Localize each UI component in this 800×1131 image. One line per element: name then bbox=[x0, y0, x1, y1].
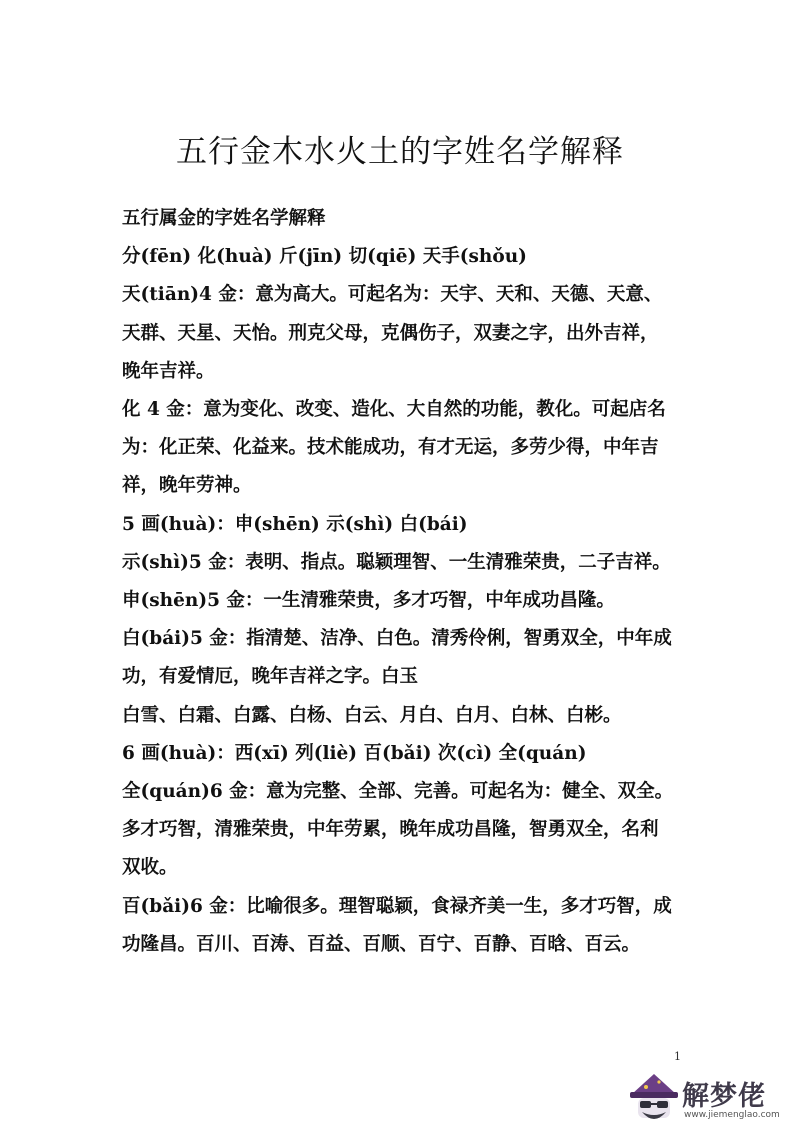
text-line: 为：化正荣、化益来。技术能成功，有才无运，多劳少得，中年吉 bbox=[122, 437, 659, 459]
text-line: 晚年吉祥。 bbox=[122, 360, 215, 382]
text-line: 功隆昌。百川、百涛、百益、百顺、百宁、百静、百晗、百云。 bbox=[122, 933, 641, 955]
text-line: 5 画(huà)：申(shēn) 示(shì) 白(bái) bbox=[122, 513, 468, 535]
document-body bbox=[122, 200, 682, 964]
watermark-brand-text: 解梦佬 bbox=[682, 1081, 766, 1112]
text-line: 分(fēn) 化(huà) 斤(jīn) 切(qiē) 天手(shǒu) bbox=[122, 246, 527, 268]
section-heading: 五行属金的字姓名学解释 bbox=[122, 208, 326, 229]
text-line: 百(bǎi)6 金：比喻很多。理智聪颖，食禄齐美一生，多才巧智，成 bbox=[122, 895, 672, 917]
watermark-logo bbox=[628, 1070, 798, 1128]
text-line: 白(bái)5 金：指清楚、洁净、白色。清秀伶俐，智勇双全，中年成 bbox=[122, 628, 672, 650]
text-line: 祥，晚年劳神。 bbox=[122, 475, 252, 497]
text-line: 天群、天星、天怡。刑克父母，克偶伤子，双妻之字，出外吉祥， bbox=[122, 322, 659, 344]
wizard-hat-mascot-icon bbox=[628, 1070, 680, 1126]
page-number: 1 bbox=[674, 1050, 681, 1063]
text-line: 全(quán)6 金：意为完整、全部、完善。可起名为：健全、双全。 bbox=[122, 781, 674, 803]
text-line: 6 画(huà)：西(xī) 列(liè) 百(bǎi) 次(cì) 全(quán) bbox=[122, 742, 587, 764]
text-line: 双收。 bbox=[122, 857, 178, 879]
page-title: 五行金木水火土的字姓名学解释 bbox=[176, 134, 624, 170]
text-line: 示(shì)5 金：表明、指点。聪颖理智、一生清雅荣贵，二子吉祥。 bbox=[122, 551, 671, 573]
text-line: 申(shēn)5 金：一生清雅荣贵，多才巧智，中年成功昌隆。 bbox=[122, 590, 615, 612]
text-line: 白雪、白霜、白露、白杨、白云、月白、白月、白林、白彬。 bbox=[122, 704, 622, 726]
watermark-url: www.jiemenglao.com bbox=[684, 1110, 780, 1120]
text-line: 多才巧智，清雅荣贵，中年劳累，晚年成功昌隆，智勇双全，名利 bbox=[122, 819, 659, 841]
text-line: 功，有爱情厄，晚年吉祥之字。白玉 bbox=[122, 666, 419, 688]
text-line: 化 4 金：意为变化、改变、造化、大自然的功能，教化。可起店名 bbox=[122, 399, 666, 421]
text-line: 天(tiān)4 金：意为高大。可起名为：天宇、天和、天德、天意、 bbox=[122, 284, 663, 306]
